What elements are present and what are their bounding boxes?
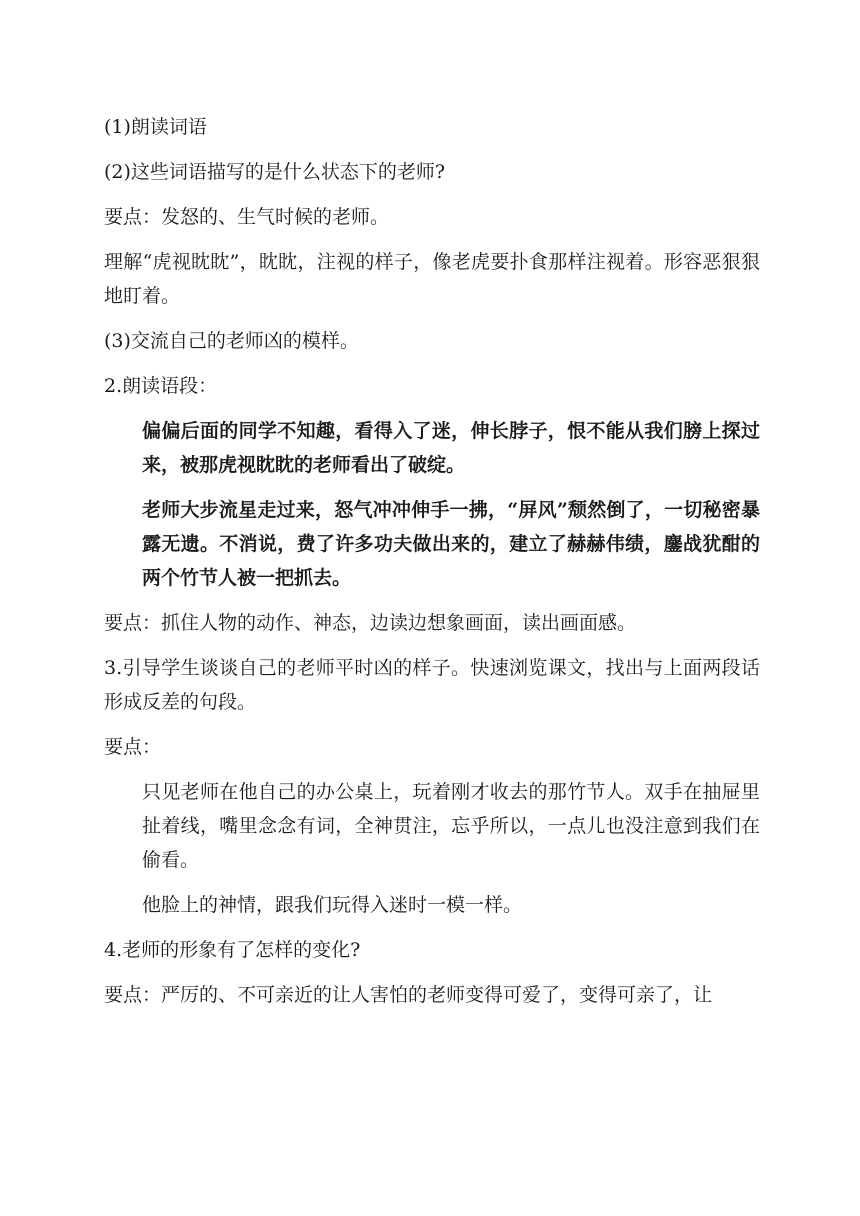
paragraph-3: 要点：发怒的、生气时候的老师。 [104,206,390,228]
paragraph-10: 3.引导学生谈谈自己的老师平时凶的样子。快速浏览课文，找出与上面两段话形成反差的句段。 [104,657,760,713]
quote-paragraph-4: 他脸上的神情，跟我们玩得入迷时一模一样。 [142,894,523,916]
quote-paragraph-3: 只见老师在他自己的办公桌上，玩着刚才收去的那竹节人。双手在抽屉里扯着线，嘴里念念有词，全神贯注，忘乎所以，一点儿也没注意到我们在偷看。 [142,781,760,871]
paragraph-6: 2.朗读语段： [104,375,218,397]
paragraph-5: (3)交流自己的老师凶的模样。 [104,330,359,352]
paragraph-4: 理解“虎视眈眈”，眈眈，注视的样子，像老虎要扑食那样注视着。形容恶狠狠地盯着。 [104,251,760,307]
paragraph-2: (2)这些词语描写的是什么状态下的老师? [104,161,446,183]
paragraph-14: 4.老师的形象有了怎样的变化? [104,939,361,961]
paragraph-11: 要点： [104,736,162,758]
paragraph-15: 要点：严厉的、不可亲近的让人害怕的老师变得可爱了，变得可亲了，让 [104,984,713,1006]
document-body [104,110,760,1012]
quote-paragraph-2: 老师大步流星走过来，怒气冲冲伸手一拂，“屏风”颓然倒了，一切秘密暴露无遗。不消说，费了许多功夫做出来的，建立了赫赫伟绩，鏖战犹酣的两个竹节人被一把抓去。 [142,499,760,589]
quote-paragraph-1: 偏偏后面的同学不知趣，看得入了迷，伸长脖子，恨不能从我们膀上探过来，被那虎视眈眈的老师看出了破绽。 [142,420,760,476]
paragraph-9: 要点：抓住人物的动作、神态，边读边想象画面，读出画面感。 [104,612,637,634]
paragraph-1: (1)朗读词语 [104,116,207,138]
